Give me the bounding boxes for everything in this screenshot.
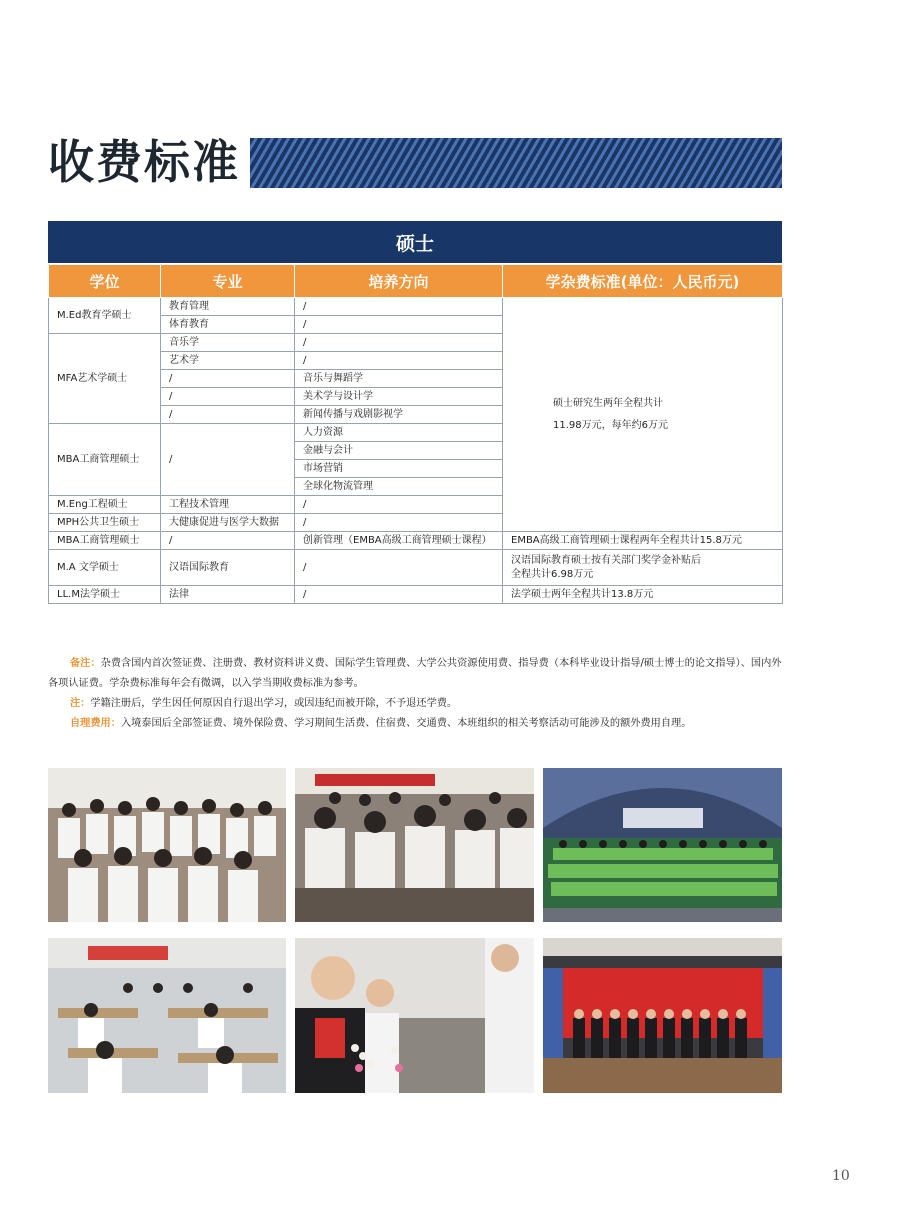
major-cell: 音乐学 (161, 334, 295, 352)
direction-cell: / (295, 334, 503, 352)
column-header-degree: 学位 (49, 265, 161, 298)
fee-cell (503, 550, 783, 586)
major-cell: 大健康促进与医学大数据 (161, 514, 295, 532)
direction-cell: / (295, 352, 503, 370)
direction-cell: / (295, 298, 503, 316)
photo-class-group (48, 768, 286, 922)
direction-cell: / (295, 514, 503, 532)
fee-line: 全程共计6.98万元 (511, 568, 594, 580)
page-number: 10 (832, 1168, 850, 1184)
direction-cell: 新闻传播与戏剧影视学 (295, 406, 503, 424)
table-row (49, 298, 783, 316)
degree-cell: MBA工商管理硕士 (49, 424, 161, 496)
fee-main-line1: 硕士研究生两年全程共计 (553, 397, 663, 409)
degree-cell: MPH公共卫生硕士 (49, 514, 161, 532)
direction-cell: / (295, 316, 503, 334)
degree-cell: M.Eng工程硕士 (49, 496, 161, 514)
refund-note (48, 694, 788, 714)
degree-cell: LL.M法学硕士 (49, 586, 161, 604)
table-row (49, 550, 783, 586)
photo-garland-ceremony (295, 938, 534, 1093)
photo-classroom-laptops (48, 938, 286, 1093)
direction-cell: 音乐与舞蹈学 (295, 370, 503, 388)
fee-cell-main (503, 298, 783, 532)
fee-cell: EMBA高级工商管理硕士课程两年全程共计15.8万元 (503, 532, 783, 550)
major-cell: / (161, 406, 295, 424)
column-header-major: 专业 (161, 265, 295, 298)
notes-section (48, 654, 788, 734)
direction-cell: 市场营销 (295, 460, 503, 478)
column-header-fee: 学杂费标准(单位：人民币元) (503, 265, 783, 298)
photo-audience-seated (295, 768, 534, 922)
fee-table (48, 264, 783, 604)
note-label: 注： (70, 698, 91, 709)
note-text: 学籍注册后，学生因任何原因自行退出学习，或因违纪而被开除，不予退还学费。 (90, 698, 458, 709)
table-group-header: 硕士 (48, 221, 782, 263)
self-paid-note (48, 714, 788, 734)
remark-text: 杂费含国内首次签证费、注册费、教材资料讲义费、国际学生管理费、大学公共资源使用费、指导费（本科毕业设计指导/硕士博士的论文指导）、国内外各项认证费。学杂费标准每年会有微调，以入学当期收费标准为参考。 (48, 658, 782, 689)
table-header-row (49, 265, 783, 298)
major-cell: 工程技术管理 (161, 496, 295, 514)
remark-label: 备注： (70, 658, 101, 669)
major-cell: / (161, 370, 295, 388)
fee-cell: 法学硕士两年全程共计13.8万元 (503, 586, 783, 604)
table-row (49, 532, 783, 550)
major-cell: 教育管理 (161, 298, 295, 316)
photo-stage-group (543, 938, 782, 1093)
direction-cell: / (295, 496, 503, 514)
major-cell: 汉语国际教育 (161, 550, 295, 586)
direction-cell: 全球化物流管理 (295, 478, 503, 496)
title-decoration-bar (250, 138, 782, 188)
direction-cell: / (295, 550, 503, 586)
direction-cell: / (295, 586, 503, 604)
page-title: 收费标准 (48, 135, 240, 189)
direction-cell: 创新管理（EMBA高级工商管理硕士课程） (295, 532, 503, 550)
self-paid-label: 自理费用： (70, 718, 121, 729)
major-cell: / (161, 388, 295, 406)
degree-cell: MFA艺术学硕士 (49, 334, 161, 424)
remark-note (48, 654, 788, 694)
major-cell: 法律 (161, 586, 295, 604)
degree-cell: M.A 文学硕士 (49, 550, 161, 586)
major-cell: / (161, 424, 295, 496)
major-cell: / (161, 532, 295, 550)
degree-cell: MBA工商管理硕士 (49, 532, 161, 550)
degree-cell: M.Ed教育学硕士 (49, 298, 161, 334)
self-paid-text: 入境泰国后全部签证费、境外保险费、学习期间生活费、住宿费、交通费、本班组织的相关考察活动可能涉及的额外费用自理。 (120, 718, 692, 729)
direction-cell: 美术学与设计学 (295, 388, 503, 406)
fee-line: 汉语国际教育硕士按有关部门奖学金补贴后 (511, 555, 701, 566)
column-header-direction: 培养方向 (295, 265, 503, 298)
fee-main-line2: 11.98万元，每年约6万元 (553, 419, 668, 431)
table-row (49, 586, 783, 604)
direction-cell: 金融与会计 (295, 442, 503, 460)
major-cell: 艺术学 (161, 352, 295, 370)
major-cell: 体育教育 (161, 316, 295, 334)
photo-ceremony-tent (543, 768, 782, 922)
direction-cell: 人力资源 (295, 424, 503, 442)
